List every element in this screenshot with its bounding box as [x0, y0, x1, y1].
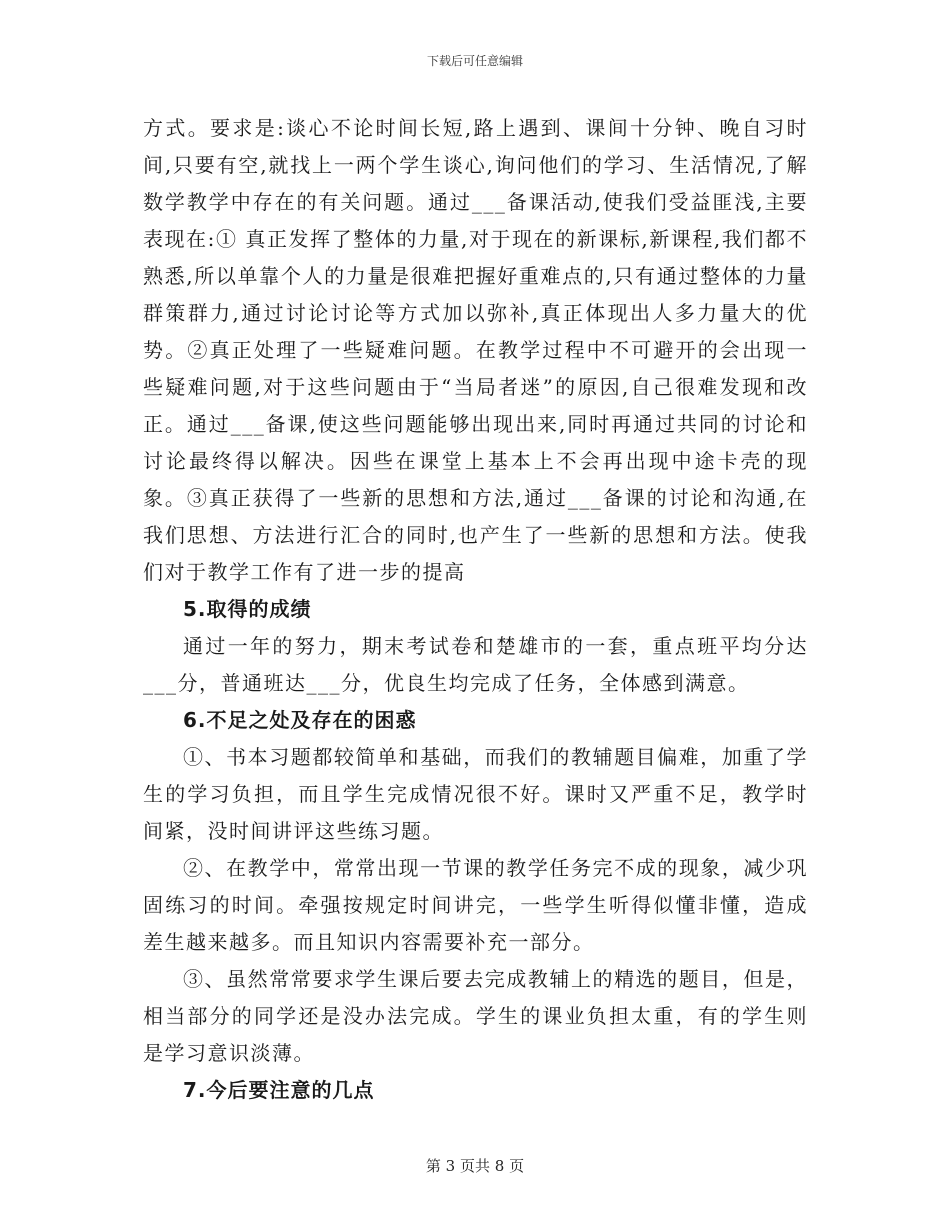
- page-footer: 第 3 页共 8 页: [425, 1157, 525, 1175]
- section-5-heading: 5.取得的成绩: [183, 597, 312, 621]
- section-7-heading: 7.今后要注意的几点: [183, 1078, 375, 1102]
- section-6-item-1: ①、书本习题都较简单和基础，而我们的教辅题目偏难，加重了学生的学习负担，而且学生完成情况很不好。课时又严重不足，教学时间紧，没时间讲评这些练习题。: [143, 745, 808, 843]
- section-6-item-3: ③、虽然常常要求学生课后要去完成教辅上的精选的题目，但是，相当部分的同学还是没办法完成。学生的课业负担太重，有的学生则是学习意识淡薄。: [143, 967, 808, 1065]
- page-header: 下载后可任意编辑: [426, 54, 523, 68]
- document-body: [143, 110, 808, 1109]
- continuation-paragraph: 方式。要求是:谈心不论时间长短,路上遇到、课间十分钟、晚自习时间,只要有空,就找上一两个学生谈心,询问他们的学习、生活情况,了解数学教学中存在的有关问题。通过___备课活动,使我们受益匪浅,主要表现在:① 真正发挥了整体的力量,对于现在的新课标,新课程,我们都不熟悉,所以单靠个人的力量是很难把握好重难点的,只有通过整体的力量群策群力,通过讨论讨论等方式加以弥补,真正体现出人多力量大的优势。②真正处理了一些疑难问题。在教学过程中不可避开的会出现一些疑难问题,对于这些问题由于“当局者迷”的原因,自己很难发现和改正。通过___备课,使这些问题能够出现出来,同时再通过共同的讨论和讨论最终得以解决。因些在课堂上基本上不会再出现中途卡壳的现象。③真正获得了一些新的思想和方法,通过___备课的讨论和沟通,在我们思想、方法进行汇合的同时,也产生了一些新的思想和方法。使我们对于教学工作有了进一步的提高: [143, 116, 808, 584]
- section-5-paragraph: 通过一年的努力，期末考试卷和楚雄市的一套，重点班平均分达___分，普通班达___分，优良生均完成了任务，全体感到满意。: [143, 634, 808, 695]
- section-6-item-2: ②、在教学中，常常出现一节课的教学任务完不成的现象，减少巩固练习的时间。牵强按规定时间讲完，一些学生听得似懂非懂，造成差生越来越多。而且知识内容需要补充一部分。: [143, 856, 808, 954]
- section-6-heading: 6.不足之处及存在的困惑: [183, 708, 417, 732]
